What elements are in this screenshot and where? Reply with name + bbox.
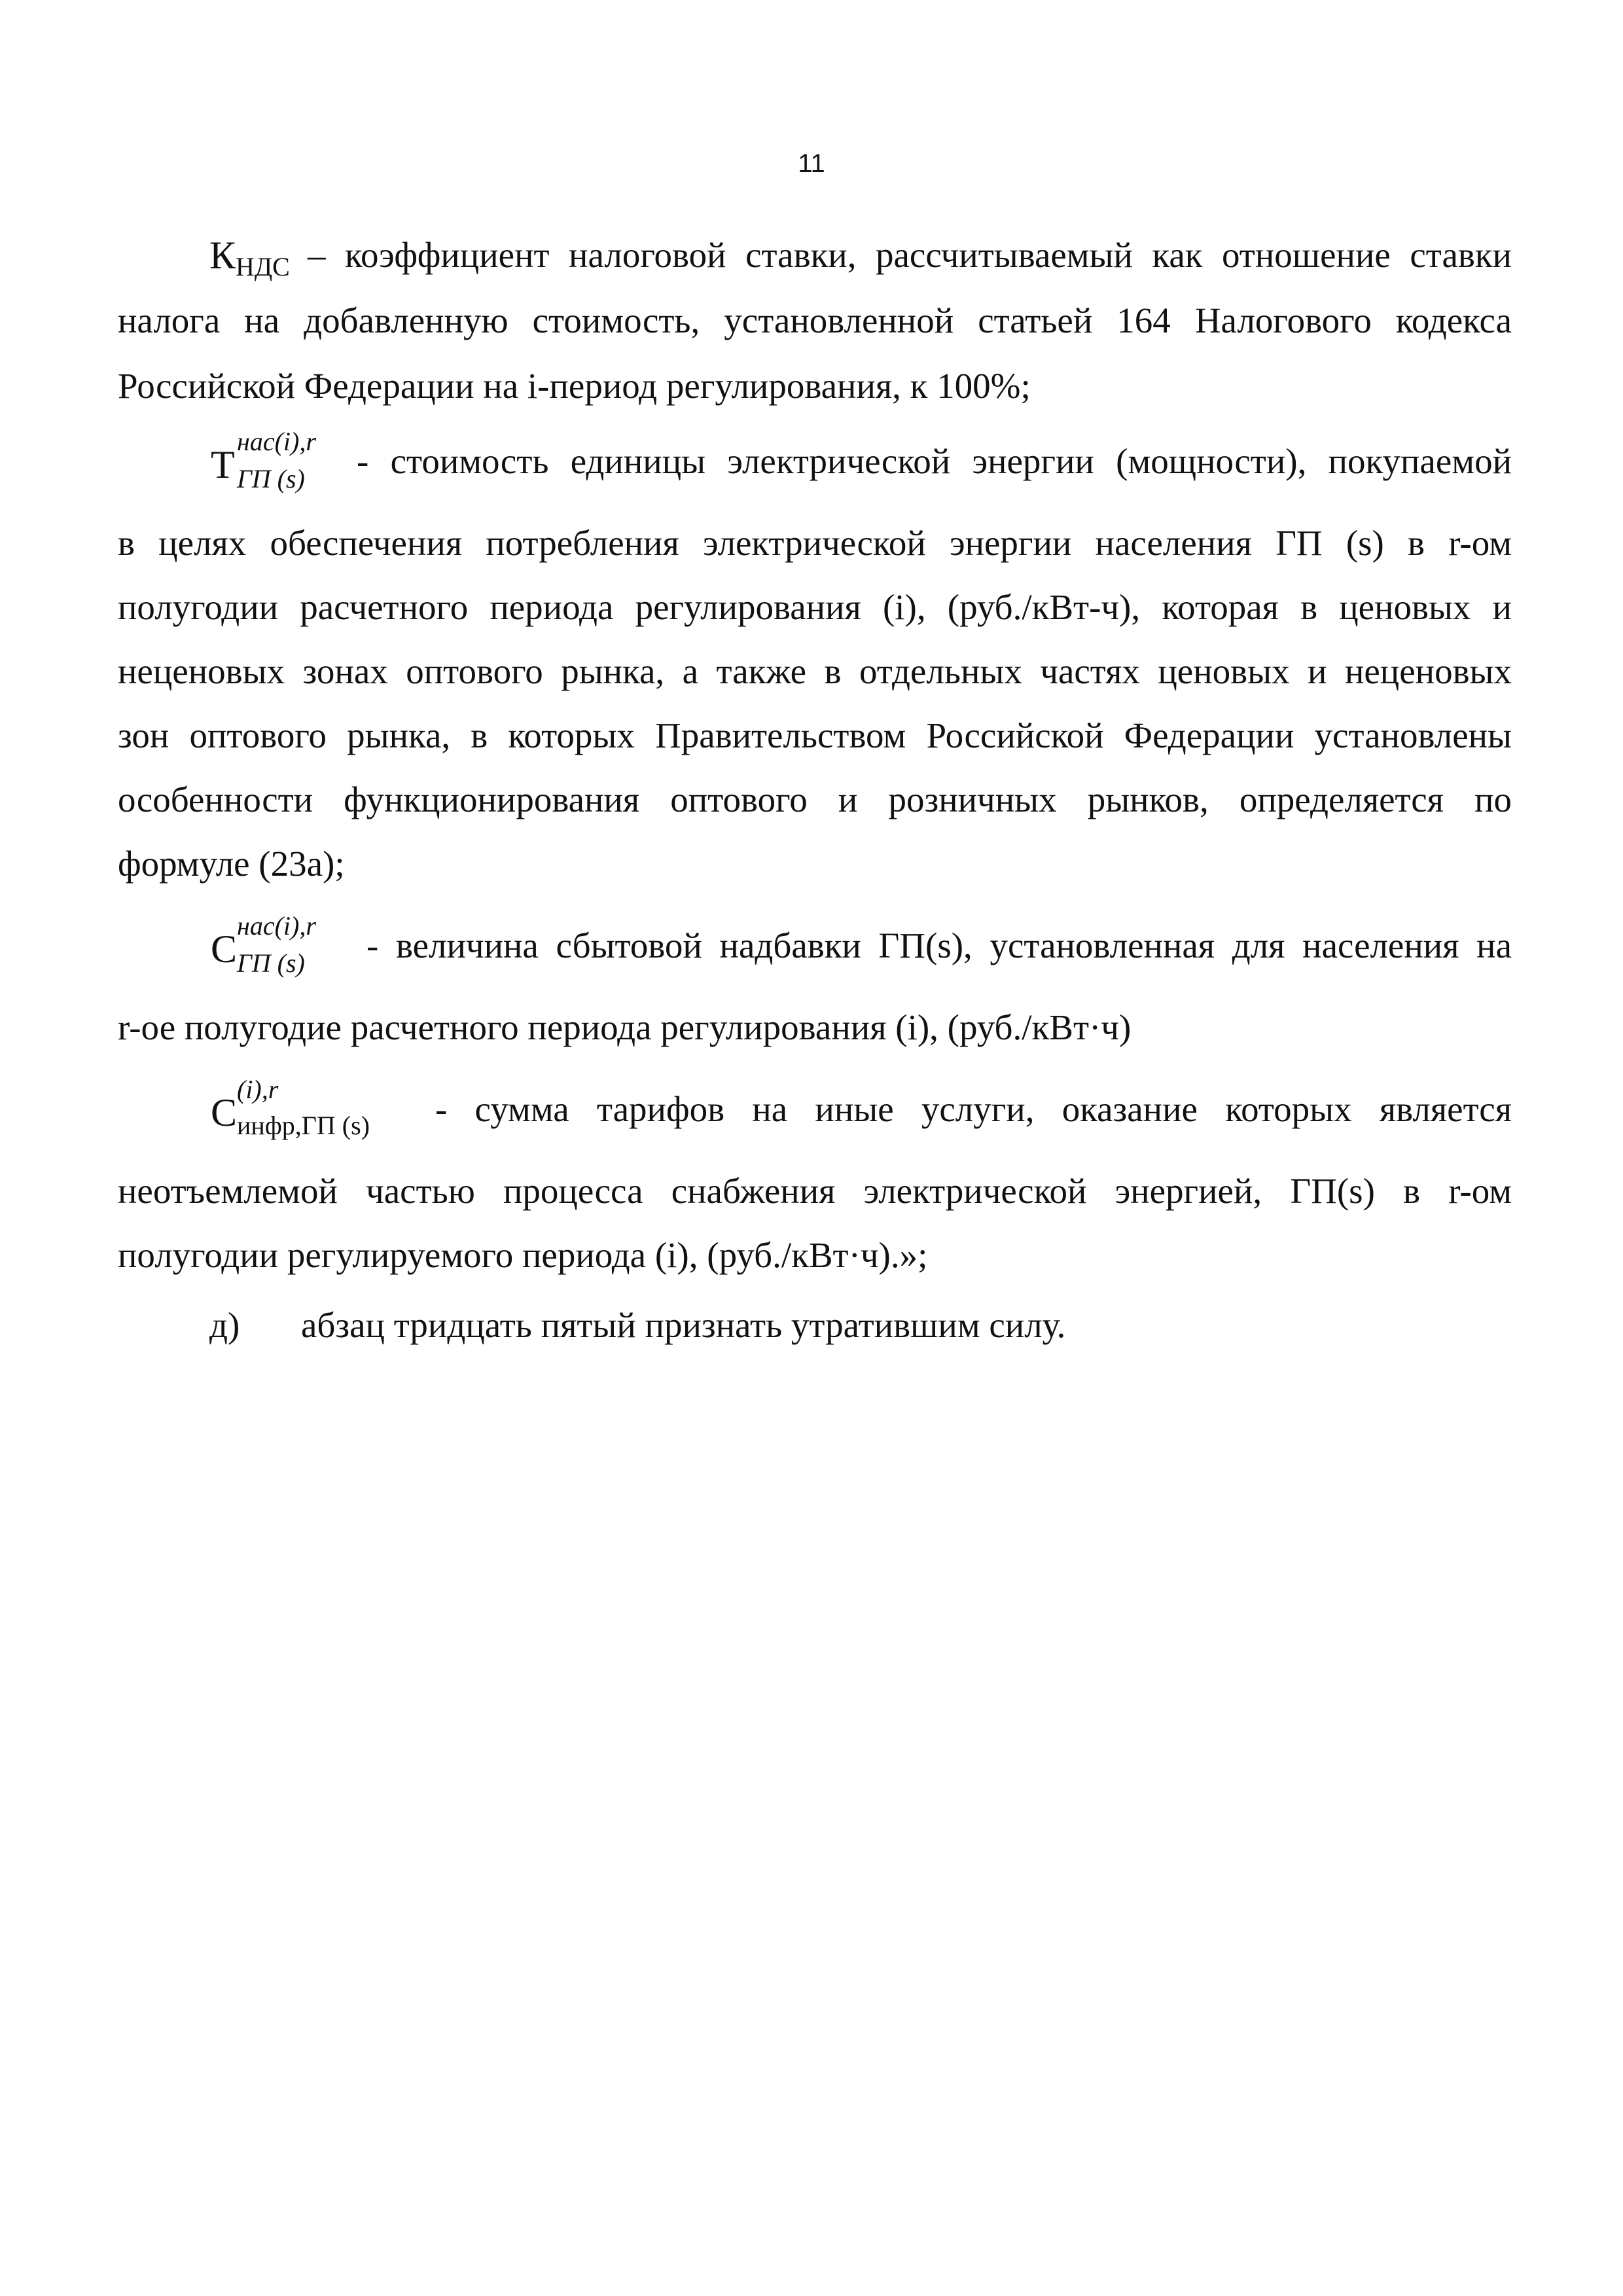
k-nds-line-2: налога на добавленную стоимость, установленной статьей 164 Налогового кодекса — [118, 300, 1512, 340]
c-gp-superscript: нас(i),r — [237, 911, 316, 941]
t-gp-subscript: ГП (s) — [237, 464, 305, 493]
item-d-text: абзац тридцать пятый признать утратившим силу. — [301, 1305, 1066, 1345]
c-gp-subscript: ГП (s) — [237, 948, 305, 978]
t-gp-line-2: полугодии расчетного периода регулирования (i), (руб./кВт-ч), которая в ценовых и — [118, 587, 1512, 627]
c-gp-first-line: - величина сбытовой надбавки ГП(s), установленная для населения на — [366, 925, 1512, 965]
t-gp-line-6: формуле (23а); — [118, 844, 345, 884]
c-infr-subscript: инфр,ГП (s) — [237, 1111, 370, 1140]
k-nds-symbol: К — [209, 234, 236, 277]
c-infr-line-1: неотъемлемой частью процесса снабжения электрической энергией, ГП(s) в r-ом — [118, 1171, 1512, 1211]
t-gp-line-5: особенности функционирования оптового и розничных рынков, определяется по — [118, 780, 1512, 819]
k-nds-line-1: – коэффициент налоговой ставки, рассчитываемый как отношение ставки — [308, 235, 1512, 275]
c-infr-superscript: (i),r — [237, 1075, 279, 1104]
t-gp-first-line: - стоимость единицы электрической энергии (мощности), покупаемой — [357, 441, 1512, 481]
t-gp-superscript: нас(i),r — [237, 427, 316, 456]
t-gp-symbol: Т — [211, 443, 235, 486]
c-infr-first-line: - сумма тарифов на иные услуги, оказание которых является — [435, 1089, 1512, 1129]
t-gp-line-4: зон оптового рынка, в которых Правительством Российской Федерации установлены — [118, 715, 1512, 755]
t-gp-line-1: в целях обеспечения потребления электрической энергии населения ГП (s) в r-ом — [118, 523, 1512, 563]
c-infr-symbol: С — [211, 1091, 238, 1134]
k-nds-subscript: НДС — [236, 252, 290, 281]
c-gp-line-1: r-ое полугодие расчетного периода регулирования (i), (руб./кВт·ч) — [118, 1007, 1132, 1047]
c-gp-symbol: С — [211, 927, 238, 971]
k-nds-line-3: Российской Федерации на i-период регулирования, к 100%; — [118, 366, 1031, 406]
t-gp-line-3: неценовых зонах оптового рынка, а также в отдельных частях ценовых и неценовых — [118, 651, 1512, 691]
item-d-marker: д) — [209, 1305, 240, 1345]
c-infr-line-2: полугодии регулируемого периода (i), (руб./кВт·ч).»; — [118, 1235, 928, 1275]
page-number: 11 — [798, 149, 825, 178]
